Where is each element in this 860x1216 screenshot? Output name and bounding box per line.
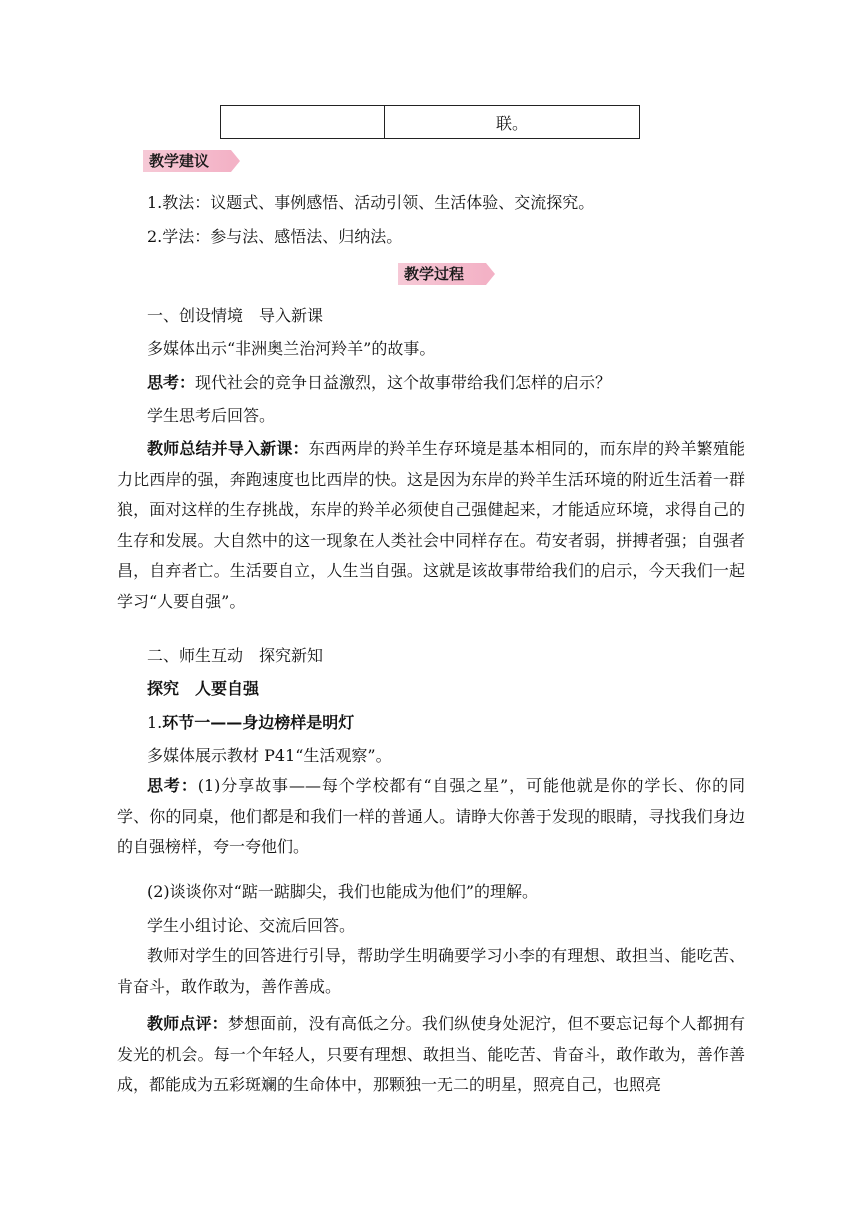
- badge-label: 教学建议: [149, 152, 210, 170]
- think-label: 思考：: [147, 373, 196, 392]
- think-line: [147, 373, 745, 393]
- summary-text: 东西两岸的羚羊生存环境是基本相同的，而东岸的羚羊繁殖能力比西岸的强，奔跑速度也比西岸的快。这是因为东岸的羚羊生活环境的附近生活着一群狼，面对这样的生存挑战，东岸的羚羊必须使自己强健起来，才能适应环境，求得自己的生存和发展。大自然中的这一现象在人类社会中同样存在。苟安者弱，拼搏者强；自强者昌，自弃者亡。生活要自立，人生当自强。这就是该故事带给我们的启示，今天我们一起学习“人要自强”。: [117, 439, 745, 611]
- media-line: 多媒体出示“非洲奥兰治河羚羊”的故事。: [147, 339, 436, 358]
- link-one-think-paragraph: [117, 771, 745, 863]
- explore-title: 探究 人要自强: [147, 679, 260, 698]
- think-label: 思考：: [147, 776, 198, 795]
- teacher-summary-paragraph: [117, 434, 745, 617]
- badge-label: 教学过程: [404, 265, 465, 283]
- table-continuation-row: [220, 105, 640, 139]
- link-one-name: 环节一——身边榜样是明灯: [162, 713, 355, 732]
- table-cell-text: 联。: [495, 113, 528, 133]
- section-badge-teaching-suggestions: [143, 150, 231, 172]
- section-badge-teaching-process: [398, 263, 486, 285]
- link-one-guide-paragraph: 教师对学生的回答进行引导，帮助学生明确要学习小李的有理想、敢担当、能吃苦、肯奋斗，敢作敢为，善作善成。: [117, 946, 745, 996]
- link-one-question-two: (2)谈谈你对“踮一踮脚尖，我们也能成为他们”的理解。: [147, 882, 539, 901]
- link-one-answer: 学生小组讨论、交流后回答。: [147, 916, 356, 935]
- think-text: (1)分享故事——每个学校都有“自强之星”，可能他就是你的学长、你的同学、你的同桌，他们都是和我们一样的普通人。请睁大你善于发现的眼睛，寻找我们身边的自强榜样，夸一夸他们。: [117, 776, 745, 856]
- comment-text: 梦想面前，没有高低之分。我们纵使身处泥泞，但不要忘记每个人都拥有发光的机会。每一个年轻人，只要有理想、敢担当、能吃苦、肯奋斗，敢作敢为，善作善成，都能成为五彩斑斓的生命体中，那颗独一无二的明星，照亮自己，也照亮: [117, 1014, 745, 1094]
- section-two-title: 二、师生互动 探究新知: [147, 646, 324, 665]
- link-one-prefix: 1.: [147, 713, 163, 732]
- teacher-comment-paragraph: [117, 1009, 745, 1101]
- learning-method-line: 2.学法：参与法、感悟法、归纳法。: [147, 227, 403, 246]
- link-one-title: [147, 713, 745, 733]
- think-text: 现代社会的竞争日益激烈，这个故事带给我们怎样的启示？: [195, 373, 612, 392]
- table-cell-empty: [221, 106, 385, 138]
- link-one-media: 多媒体展示教材 P41“生活观察”。: [147, 746, 392, 765]
- section-one-title: 一、创设情境 导入新课: [147, 306, 324, 325]
- answer-line: 学生思考后回答。: [147, 406, 276, 425]
- comment-label: 教师点评：: [147, 1014, 228, 1033]
- summary-label: 教师总结并导入新课：: [147, 439, 309, 458]
- teaching-method-line: 1.教法：议题式、事例感悟、活动引领、生活体验、交流探究。: [147, 193, 595, 212]
